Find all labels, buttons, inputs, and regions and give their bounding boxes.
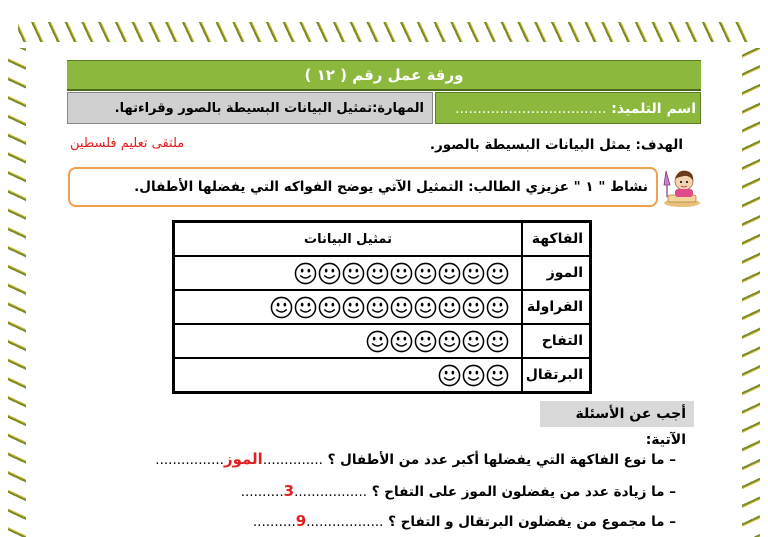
smiley-face-icon bbox=[414, 330, 437, 353]
question-1 bbox=[155, 450, 676, 468]
fruit-label: البرتقال bbox=[522, 358, 591, 393]
smiley-face-icon bbox=[486, 330, 509, 353]
smiley-face-icon bbox=[342, 296, 365, 319]
worksheet-title: ورقة عمل رقم ( ١٢ ) bbox=[67, 60, 701, 91]
smiley-face-icon bbox=[366, 262, 389, 285]
smiley-face-icon bbox=[486, 364, 509, 387]
smiley-face-icon bbox=[462, 296, 485, 319]
answer-dots[interactable]: .......... bbox=[240, 484, 284, 500]
activity-text: نشاط " ١ " عزيزي الطالب: التمثيل الآتي يوضح الفواكه التي يفضلها الأطفال. bbox=[134, 179, 648, 195]
smiley-face-icon bbox=[318, 262, 341, 285]
table-row bbox=[174, 290, 591, 324]
smiley-face-icon bbox=[270, 296, 293, 319]
question-2 bbox=[241, 482, 676, 500]
student-name-field[interactable] bbox=[435, 92, 701, 124]
header-fruit: الفاكهة bbox=[522, 222, 591, 257]
table-row bbox=[174, 358, 591, 393]
smiley-face-icon bbox=[294, 262, 317, 285]
smiley-face-icon bbox=[438, 364, 461, 387]
goal-text: الهدف: يمثل البيانات البسيطة بالصور. bbox=[429, 137, 683, 153]
smiley-face-icon bbox=[414, 296, 437, 319]
fruit-label: التفاح bbox=[522, 324, 591, 358]
skill-text: المهارة:تمثيل البيانات البسيطة بالصور وقراءتها. bbox=[67, 92, 433, 124]
answer-dots[interactable]: .................. bbox=[306, 514, 384, 530]
pencil-border-right bbox=[742, 48, 760, 537]
answer-dots[interactable]: ................ bbox=[155, 452, 224, 468]
answer-dots[interactable]: ................. bbox=[294, 484, 368, 500]
answer-value[interactable]: 9 bbox=[295, 512, 307, 530]
smiley-face-icon bbox=[462, 330, 485, 353]
studying-child-icon bbox=[660, 165, 704, 209]
smiley-face-icon bbox=[438, 262, 461, 285]
skill-row bbox=[67, 92, 701, 126]
smiley-face-icon bbox=[486, 262, 509, 285]
smiley-face-icon bbox=[366, 330, 389, 353]
answer-value[interactable]: 3 bbox=[283, 482, 295, 500]
smiley-cell bbox=[174, 290, 523, 324]
answer-dots[interactable]: .............. bbox=[262, 452, 323, 468]
question-text: ما نوع الفاكهة التي يفضلها أكبر عدد من الأطفال ؟ bbox=[327, 452, 665, 468]
student-name-dots: .................................. bbox=[455, 101, 607, 117]
table-row bbox=[174, 324, 591, 358]
dash: – bbox=[669, 514, 676, 530]
smiley-face-icon bbox=[342, 262, 365, 285]
smiley-face-icon bbox=[462, 262, 485, 285]
smiley-cell bbox=[174, 358, 523, 393]
pencil-border-left bbox=[8, 48, 26, 537]
dash: – bbox=[669, 484, 676, 500]
header-data: تمثيل البيانات bbox=[174, 222, 523, 257]
smiley-face-icon bbox=[366, 296, 389, 319]
smiley-face-icon bbox=[294, 296, 317, 319]
fruit-label: الموز bbox=[522, 256, 591, 290]
smiley-face-icon bbox=[390, 296, 413, 319]
smiley-face-icon bbox=[486, 296, 509, 319]
answer-dots[interactable]: .......... bbox=[252, 514, 296, 530]
pictograph-table bbox=[172, 220, 592, 394]
activity-box bbox=[68, 167, 658, 207]
smiley-face-icon bbox=[462, 364, 485, 387]
forum-name: ملتقى تعليم فلسطين bbox=[70, 136, 185, 151]
smiley-cell bbox=[174, 324, 523, 358]
smiley-face-icon bbox=[318, 296, 341, 319]
smiley-face-icon bbox=[390, 262, 413, 285]
question-3 bbox=[253, 512, 676, 530]
smiley-face-icon bbox=[414, 262, 437, 285]
table-row bbox=[174, 256, 591, 290]
smiley-face-icon bbox=[438, 296, 461, 319]
smiley-face-icon bbox=[438, 330, 461, 353]
student-label: اسم التلميذ: bbox=[611, 101, 696, 117]
dash: – bbox=[669, 452, 676, 468]
question-text: ما مجموع من يفضلون البرتقال و التفاح ؟ bbox=[388, 514, 665, 530]
smiley-face-icon bbox=[390, 330, 413, 353]
fruit-label: الفراولة bbox=[522, 290, 591, 324]
questions-heading: أجب عن الأسئلة الآتية: bbox=[540, 401, 694, 427]
pencil-border-top bbox=[18, 22, 750, 42]
smiley-cell bbox=[174, 256, 523, 290]
question-text: ما زيادة عدد من يفضلون الموز على التفاح ؟ bbox=[371, 484, 665, 500]
answer-value[interactable]: الموز bbox=[223, 450, 263, 468]
